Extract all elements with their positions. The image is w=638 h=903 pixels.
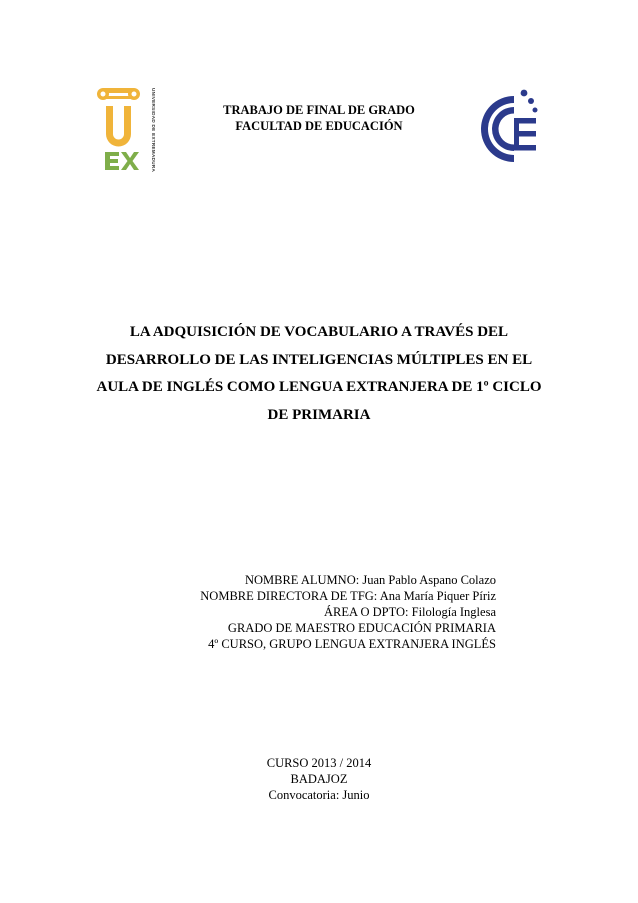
uex-vertical-text: UNIVERSIDAD DE EXTREMADURA — [151, 88, 156, 173]
facultad-educacion-logo — [478, 88, 540, 164]
course-group: 4º CURSO, GRUPO LENGUA EXTRANJERA INGLÉS — [208, 637, 496, 651]
department: ÁREA O DPTO: Filología Inglesa — [324, 605, 496, 619]
uex-university-logo — [96, 84, 158, 176]
author-info — [150, 572, 496, 652]
title-line-1: LA ADQUISICIÓN DE VOCABULARIO A TRAVÉS DEL — [129, 324, 509, 340]
header-line-1: TRABAJO DE FINAL DE GRADO — [223, 103, 415, 117]
thesis-title — [90, 319, 548, 429]
course-info — [219, 755, 419, 803]
header-block — [200, 102, 438, 134]
city: BADAJOZ — [290, 772, 348, 786]
title-line-3: AULA DE INGLÉS COMO LENGUA EXTRANJERA DE 1º CICLO — [96, 379, 542, 395]
title-line-4: DE PRIMARIA — [267, 406, 371, 423]
degree: GRADO DE MAESTRO EDUCACIÓN PRIMARIA — [227, 621, 496, 635]
header-line-2: FACULTAD DE EDUCACIÓN — [235, 119, 403, 133]
exam-call: Convocatoria: Junio — [268, 788, 370, 802]
director-name: NOMBRE DIRECTORA DE TFG: Ana María Piquer Píriz — [200, 589, 496, 603]
academic-year: CURSO 2013 / 2014 — [266, 756, 372, 770]
student-name: NOMBRE ALUMNO: Juan Pablo Aspano Colazo — [244, 573, 496, 587]
title-line-2: DESARROLLO DE LAS INTELIGENCIAS MÚLTIPLES EN EL — [105, 351, 533, 368]
